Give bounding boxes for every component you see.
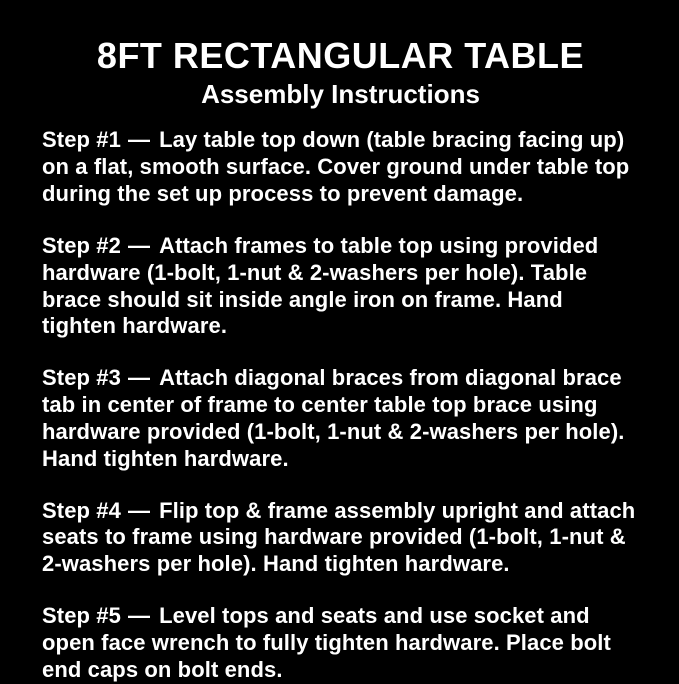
step-4-text: Flip top & frame assembly upright and attach seats to frame using hardware provided (1-bolt, 1-nut & 2-washers per hole). Hand tighten hardware.: [42, 497, 636, 577]
step-1-text: Lay table top down (table bracing facing up) on a flat, smooth surface. Cover ground under table top during the set up process to prevent damage.: [42, 127, 630, 207]
page-subtitle: Assembly Instructions: [201, 78, 480, 109]
page-title: 8FT RECTANGULAR TABLE: [96, 35, 585, 76]
step-3-text: Attach diagonal braces from diagonal brace tab in center of frame to center table top brace using hardware provided (1-bolt, 1-nut & 2-washers per hole). Hand tighten hardware.: [42, 365, 625, 471]
step-5-separator: —: [127, 603, 151, 629]
step-5-text: Level tops and seats and use socket and open face wrench to fully tighten hardware. Place bolt end caps on bolt ends.: [42, 603, 611, 682]
step-1-paragraph: [42, 127, 639, 207]
step-3-separator: —: [127, 365, 151, 391]
step-3-label: Step #3: [42, 365, 121, 391]
step-2-label: Step #2: [42, 232, 121, 258]
step-5-label: Step #5: [42, 603, 121, 629]
step-4-label: Step #4: [42, 497, 121, 523]
step-3-paragraph: [42, 365, 639, 472]
step-1-label: Step #1: [42, 127, 121, 153]
step-2-text: Attach frames to table top using provided hardware (1-bolt, 1-nut & 2-washers per hole). Table brace should sit inside angle iron on frame. Hand tighten hardware.: [42, 232, 599, 339]
card-header: [42, 36, 639, 109]
step-4-separator: —: [127, 497, 151, 523]
step-1-separator: —: [127, 127, 151, 153]
step-5-paragraph: [42, 603, 639, 683]
step-2-paragraph: [42, 233, 639, 340]
step-2-separator: —: [127, 232, 151, 258]
step-4-paragraph: [42, 498, 639, 578]
